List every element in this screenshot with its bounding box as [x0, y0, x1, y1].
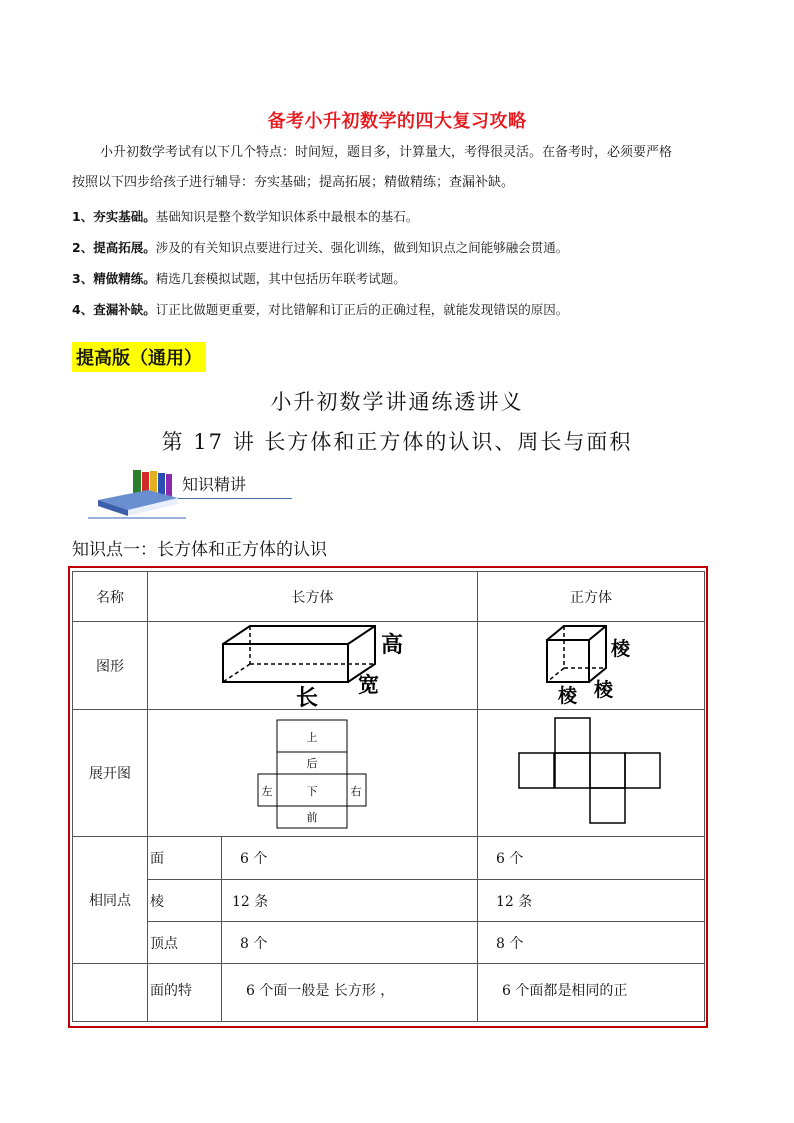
review-point [72, 201, 732, 232]
comparison-table [72, 571, 705, 1022]
review-point-text: 基础知识是整个数学知识体系中最根本的基石。 [155, 209, 419, 224]
edge-label: 棱 [558, 685, 578, 707]
cuboid-diagram [148, 622, 478, 709]
edge-label: 棱 [594, 679, 614, 701]
attr-label: 棱 [148, 880, 222, 922]
lecture-subtitle: 第 17 讲 长方体和正方体的认识、周长与面积 [161, 430, 633, 454]
table-row [73, 710, 705, 837]
intro-paragraph [72, 138, 732, 198]
header-name: 名称 [73, 572, 148, 622]
intro-line-2: 按照以下四步给孩子进行辅导：夯实基础；提高拓展；精做精练；查漏补缺。 [72, 175, 515, 190]
cuboid-value: 6 个面一般是 长方形 ， [222, 964, 478, 1022]
intro-line-1: 小升初数学考试有以下几个特点：时间短，题目多，计算量大，考得很灵活。在备考时，必须要严格 [100, 145, 673, 160]
table-row [73, 837, 705, 880]
section-banner [78, 468, 308, 520]
row-label-figure: 图形 [73, 622, 148, 710]
cube-net-cell [478, 710, 705, 837]
banner-label: 知识精讲 [182, 475, 247, 494]
review-point [72, 294, 732, 325]
table-row [73, 922, 705, 964]
net-back-label: 后 [306, 757, 318, 770]
cuboid-value: 6 个 [222, 837, 478, 880]
net-bottom-label: 下 [306, 785, 318, 798]
table-row [73, 880, 705, 922]
books-icon [78, 468, 188, 520]
review-point [72, 263, 732, 294]
cuboid-net-cell [148, 710, 478, 837]
review-point-head: 2、提高拓展。 [72, 240, 156, 255]
table-row [73, 622, 705, 710]
row-label-net: 展开图 [73, 710, 148, 837]
cuboid-value: 12 条 [222, 880, 478, 922]
attr-label: 顶点 [148, 922, 222, 964]
empty-cell [73, 964, 148, 1022]
banner-underline [178, 498, 292, 499]
table-row [73, 964, 705, 1022]
cuboid-net-diagram [148, 710, 478, 836]
table-row [73, 572, 705, 622]
header-cube: 正方体 [478, 572, 705, 622]
header-cuboid: 长方体 [148, 572, 478, 622]
page-title: 备考小升初数学的四大复习攻略 [267, 111, 527, 132]
cuboid-value: 8 个 [222, 922, 478, 964]
review-point-text: 订正比做题更重要，对比错解和订正后的正确过程，就能发现错误的原因。 [155, 302, 569, 317]
review-point-head: 3、精做精练。 [72, 271, 156, 286]
cube-value: 8 个 [478, 922, 705, 964]
cube-value: 6 个面都是相同的正 [478, 964, 705, 1022]
attr-label: 面 [148, 837, 222, 880]
net-front-label: 前 [306, 811, 318, 824]
width-label: 宽 [358, 673, 379, 697]
cube-net-diagram [478, 710, 705, 836]
cuboid-figure-cell [148, 622, 478, 710]
cube-figure-cell [478, 622, 705, 710]
review-point [72, 232, 732, 263]
edge-label: 棱 [611, 638, 631, 660]
knowledge-point-heading: 知识点一：长方体和正方体的认识 [72, 540, 327, 560]
review-points [72, 201, 732, 325]
review-point-text: 精选几套模拟试题，其中包括历年联考试题。 [155, 271, 406, 286]
net-top-label: 上 [306, 731, 318, 744]
review-point-text: 涉及的有关知识点要进行过关、强化训练，做到知识点之间能够融会贯通。 [155, 240, 569, 255]
cube-diagram [478, 622, 705, 709]
length-label: 长 [296, 686, 319, 709]
cube-value: 12 条 [478, 880, 705, 922]
review-point-head: 4、查漏补缺。 [72, 302, 156, 317]
comparison-table-frame [68, 566, 708, 1028]
version-badge: 提高版（通用） [72, 342, 206, 372]
review-point-head: 1、夯实基础。 [72, 209, 156, 224]
cube-value: 6 个 [478, 837, 705, 880]
attr-label: 面的特 [148, 964, 222, 1022]
net-left-label: 左 [261, 785, 273, 798]
height-label: 高 [381, 633, 404, 658]
same-points-label: 相同点 [73, 837, 148, 964]
lecture-title: 小升初数学讲通练透讲义 [270, 390, 524, 414]
net-right-label: 右 [350, 785, 362, 798]
